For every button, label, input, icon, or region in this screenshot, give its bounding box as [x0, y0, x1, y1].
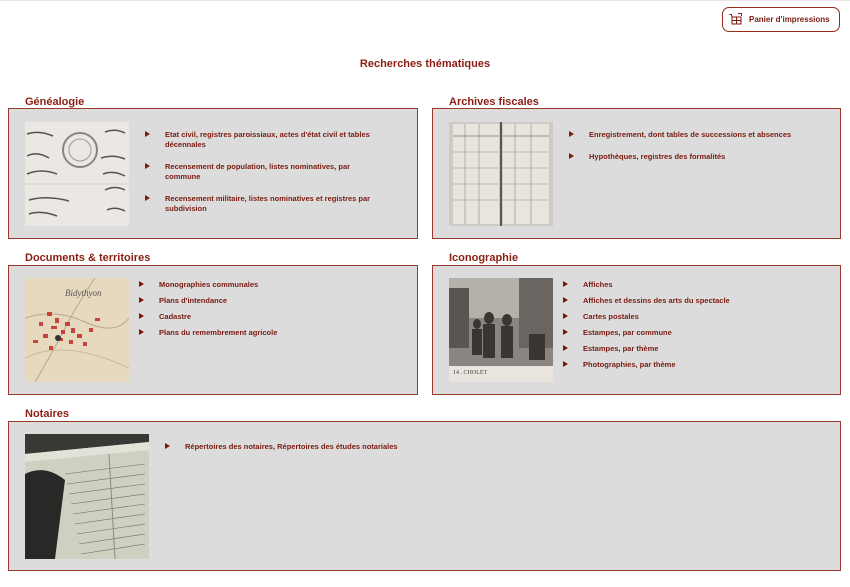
arrow-icon	[563, 281, 568, 287]
link-photographies[interactable]: Photographies, par thème	[563, 360, 823, 370]
arrow-icon	[139, 329, 144, 335]
link-list-documents	[139, 280, 389, 338]
link-recensement-population[interactable]: Recensement de population, listes nominatives, par commune	[145, 162, 377, 182]
genealogy-register-image	[25, 122, 129, 226]
arrow-icon	[563, 361, 568, 367]
arrow-icon	[145, 195, 150, 201]
arrow-icon	[569, 131, 574, 137]
panel-archives-fiscales	[432, 108, 841, 239]
arrow-icon	[165, 443, 170, 449]
arrow-icon	[139, 297, 144, 303]
arrow-icon	[145, 163, 150, 169]
section-title-genealogie: Généalogie	[25, 96, 85, 108]
link-enregistrement[interactable]: Enregistrement, dont tables de successions et absences	[569, 130, 829, 140]
fiscal-ledger-image	[449, 122, 553, 226]
link-estampes-commune[interactable]: Estampes, par commune	[563, 328, 823, 338]
print-cart-button[interactable]	[722, 7, 840, 32]
arrow-icon	[145, 131, 150, 137]
panel-documents	[8, 265, 418, 395]
link-plans-intendance[interactable]: Plans d'intendance	[139, 296, 389, 306]
link-affiches-spectacle[interactable]: Affiches et dessins des arts du spectacle	[563, 296, 823, 306]
arrow-icon	[139, 313, 144, 319]
print-cart-label: Panier d'impressions	[749, 15, 830, 24]
link-estampes-theme[interactable]: Estampes, par thème	[563, 344, 823, 354]
arrow-icon	[563, 345, 568, 351]
link-repertoires-notaires[interactable]: Répertoires des notaires, Répertoires des études notariales	[165, 442, 565, 452]
link-cadastre[interactable]: Cadastre	[139, 312, 389, 322]
section-title-notaires: Notaires	[25, 408, 70, 420]
link-list-iconographie	[563, 280, 823, 370]
section-title-archives-fiscales: Archives fiscales	[449, 96, 539, 108]
arrow-icon	[563, 297, 568, 303]
arrow-icon	[563, 313, 568, 319]
panel-genealogie	[8, 108, 418, 239]
arrow-icon	[563, 329, 568, 335]
link-cartes-postales[interactable]: Cartes postales	[563, 312, 823, 322]
map-handwriting: Bidythyon	[65, 288, 102, 298]
link-list-genealogie	[145, 130, 377, 214]
cadastre-map-image	[25, 278, 129, 382]
cart-icon	[729, 13, 743, 26]
section-title-documents: Documents & territoires	[25, 252, 151, 264]
section-title-iconographie: Iconographie	[449, 252, 519, 264]
link-hypotheques[interactable]: Hypothèques, registres des formalités	[569, 152, 829, 162]
link-affiches[interactable]: Affiches	[563, 280, 823, 290]
link-list-notaires	[165, 442, 565, 452]
arrow-icon	[569, 153, 574, 159]
arrow-icon	[139, 281, 144, 287]
link-recensement-militaire[interactable]: Recensement militaire, listes nominatives et registres par subdivision	[145, 194, 377, 214]
notary-book-image	[25, 434, 149, 559]
link-remembrement[interactable]: Plans du remembrement agricole	[139, 328, 389, 338]
link-etat-civil[interactable]: Etat civil, registres paroissiaux, actes d'état civil et tables décennales	[145, 130, 377, 150]
link-list-archives-fiscales	[569, 130, 829, 162]
postcard-photo-image	[449, 278, 553, 382]
panel-notaires	[8, 421, 841, 571]
postcard-caption: 14 . CHOLET	[453, 370, 488, 376]
top-divider	[0, 0, 850, 1]
link-monographies[interactable]: Monographies communales	[139, 280, 389, 290]
panel-iconographie	[432, 265, 841, 395]
page-title: Recherches thématiques	[359, 58, 491, 70]
